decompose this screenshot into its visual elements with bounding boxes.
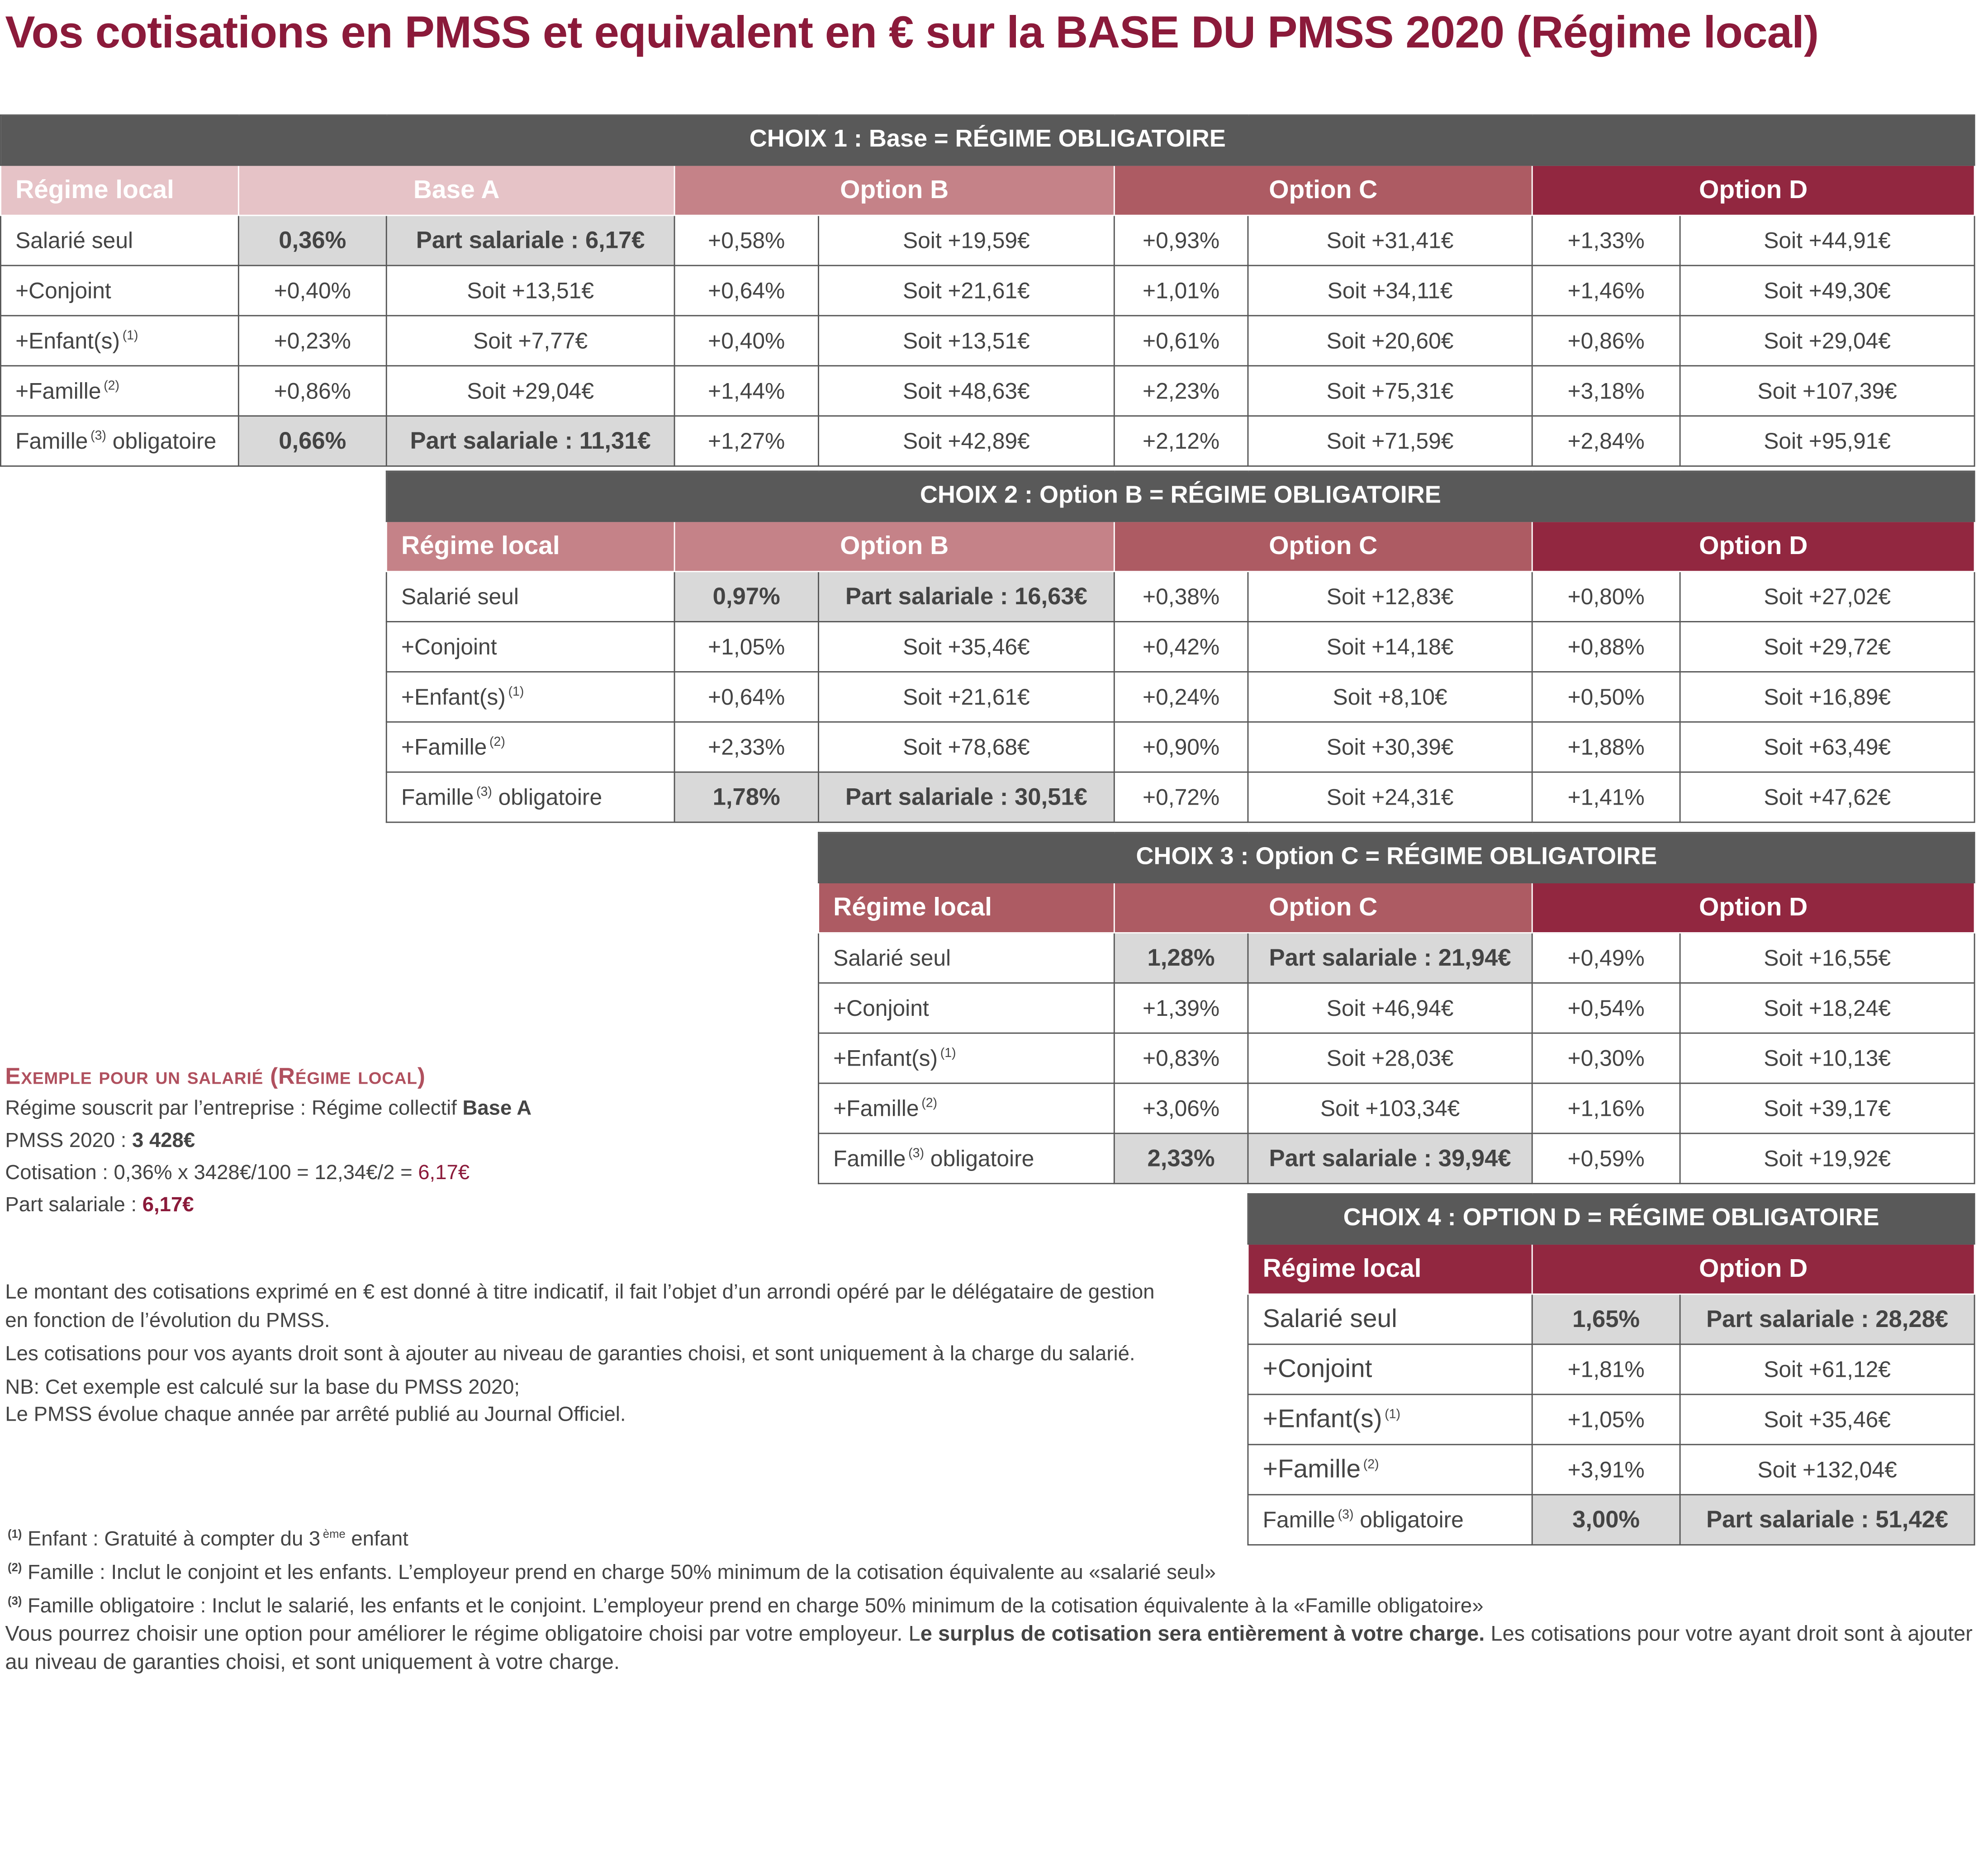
table-row (1248, 1394, 1974, 1445)
cell-c-pct: 1,28% (1114, 933, 1248, 983)
table-row (386, 621, 1974, 672)
header-base-a: Base A (238, 165, 674, 215)
note-ayants-droit: Les cotisations pour vos ayants droit sont à ajouter au niveau de garanties choisi, et sont uniquement à la charge du salarié. (5, 1343, 1135, 1366)
cell-d-pct: 1,65% (1532, 1294, 1680, 1344)
cell-c-val: Soit +24,31€ (1248, 772, 1532, 822)
row-label: +Conjoint (0, 265, 238, 316)
cell-d-pct: +1,41% (1532, 772, 1680, 822)
header-option-c: Option C (1114, 165, 1532, 215)
cell-b-pct: 1,78% (674, 772, 818, 822)
cell-c-pct: +2,12% (1114, 416, 1248, 466)
cell-d-val: Soit +47,62€ (1680, 772, 1974, 822)
cell-d-val: Soit +29,72€ (1680, 621, 1974, 672)
cell-d-val: Soit +107,39€ (1680, 366, 1974, 416)
choix3-title: CHOIX 3 : Option C = RÉGIME OBLIGATOIRE (818, 833, 1974, 883)
cell-c-val: Soit +28,03€ (1248, 1033, 1532, 1083)
example-block (5, 1061, 725, 1221)
cell-d-pct: +0,54% (1532, 983, 1680, 1033)
cell-b-pct: +0,64% (674, 672, 818, 722)
table-row (386, 572, 1974, 622)
cell-d-pct: +1,81% (1532, 1344, 1680, 1394)
header-option-c: Option C (1114, 521, 1532, 572)
cell-d-val: Soit +39,17€ (1680, 1083, 1974, 1133)
cell-d-pct: +1,46% (1532, 265, 1680, 316)
table-row (1248, 1344, 1974, 1394)
cell-d-pct: +3,18% (1532, 366, 1680, 416)
row-label: Salarié seul (386, 572, 674, 622)
footnote-2: $^{(2)}$ Famille : Inclut le conjoint et les enfants. L’employeur prend en charge 50% minimum de la cotisation équivalente au «salarié seul» (8, 1561, 1216, 1584)
row-label: Famille $^{(3)}$ obligatoire (386, 772, 674, 822)
cell-c-val: Soit +12,83€ (1248, 572, 1532, 622)
cell-b-pct: +0,64% (674, 265, 818, 316)
cell-c-val: Soit +30,39€ (1248, 722, 1532, 772)
cell-a-val: Soit +29,04€ (386, 366, 674, 416)
footnote-1: $^{(1)}$ Enfant : Gratuité à compter du 3 $^{ème}$ enfant (8, 1527, 408, 1551)
example-title: Exemple pour un salarié (Régime local) (5, 1063, 426, 1089)
note-montant: Le montant des cotisations exprimé en € est donné à titre indicatif, il fait l’objet d’un arrondi opéré par le délégataire de gestion en fonction de l’évolution du PMSS. (5, 1282, 1155, 1332)
cell-d-pct: 3,00% (1532, 1495, 1680, 1545)
table-row (818, 1033, 1974, 1083)
cell-c-val: Soit +31,41€ (1248, 215, 1532, 265)
row-label: +Conjoint (386, 621, 674, 672)
cell-c-pct: +0,38% (1114, 572, 1248, 622)
table-row (0, 366, 1974, 416)
choix3-table (818, 832, 1975, 1184)
cell-b-val: Soit +13,51€ (818, 316, 1114, 366)
cell-a-pct: +0,40% (238, 265, 386, 316)
cell-c-pct: +2,23% (1114, 366, 1248, 416)
cell-a-pct: +0,23% (238, 316, 386, 366)
cell-a-pct: 0,66% (238, 416, 386, 466)
cell-d-pct: +0,80% (1532, 572, 1680, 622)
cell-d-val: Soit +63,49€ (1680, 722, 1974, 772)
cell-c-pct: +0,93% (1114, 215, 1248, 265)
cell-c-val: Soit +8,10€ (1248, 672, 1532, 722)
table-row (818, 1083, 1974, 1133)
cell-b-val: Soit +78,68€ (818, 722, 1114, 772)
cell-c-val: Soit +20,60€ (1248, 316, 1532, 366)
cell-d-val: Soit +19,92€ (1680, 1133, 1974, 1184)
table-row (1248, 1445, 1974, 1495)
cell-c-pct: +0,90% (1114, 722, 1248, 772)
cell-d-val: Soit +95,91€ (1680, 416, 1974, 466)
row-label: +Enfant(s) $^{(1)}$ (818, 1033, 1114, 1083)
cell-d-val: Soit +10,13€ (1680, 1033, 1974, 1083)
cell-c-val: Soit +71,59€ (1248, 416, 1532, 466)
cell-a-val: Part salariale : 6,17€ (386, 215, 674, 265)
cell-d-val: Part salariale : 28,28€ (1680, 1294, 1974, 1344)
cell-c-val: Soit +75,31€ (1248, 366, 1532, 416)
cell-a-pct: +0,86% (238, 366, 386, 416)
example-line-cotisation: Cotisation : 0,36% x 3428€/100 = 12,34€/2 = 6,17€ (5, 1162, 470, 1185)
row-label: +Famille $^{(2)}$ (0, 366, 238, 416)
cell-b-pct: +2,33% (674, 722, 818, 772)
cell-d-pct: +0,59% (1532, 1133, 1680, 1184)
cell-d-pct: +1,88% (1532, 722, 1680, 772)
row-label: Famille $^{(3)}$ obligatoire (818, 1133, 1114, 1184)
cell-d-val: Soit +44,91€ (1680, 215, 1974, 265)
cell-d-val: Part salariale : 51,42€ (1680, 1495, 1974, 1545)
cell-d-val: Soit +29,04€ (1680, 316, 1974, 366)
table-row (818, 933, 1974, 983)
table-row (0, 215, 1974, 265)
cell-d-pct: +2,84% (1532, 416, 1680, 466)
cell-b-pct: +0,40% (674, 316, 818, 366)
header-regime-local: Régime local (1248, 1244, 1532, 1294)
table-row (386, 672, 1974, 722)
cell-d-pct: +0,30% (1532, 1033, 1680, 1083)
table-row (386, 722, 1974, 772)
choix4-title: CHOIX 4 : OPTION D = RÉGIME OBLIGATOIRE (1248, 1194, 1974, 1244)
cell-b-pct: +1,27% (674, 416, 818, 466)
table-row (0, 416, 1974, 466)
row-label: Salarié seul (1248, 1294, 1532, 1344)
cell-d-val: Soit +16,55€ (1680, 933, 1974, 983)
cell-c-pct: +1,01% (1114, 265, 1248, 316)
cell-b-val: Soit +19,59€ (818, 215, 1114, 265)
cell-b-val: Part salariale : 30,51€ (818, 772, 1114, 822)
note-nb: NB: Cet exemple est calculé sur la base du PMSS 2020; (5, 1377, 520, 1399)
cell-c-pct: +1,39% (1114, 983, 1248, 1033)
table-row (0, 265, 1974, 316)
example-line-pmss: PMSS 2020 : 3 428€ (5, 1130, 195, 1152)
header-option-b: Option B (674, 521, 1114, 572)
cell-a-pct: 0,36% (238, 215, 386, 265)
header-option-d: Option D (1532, 521, 1974, 572)
row-label: +Famille $^{(2)}$ (386, 722, 674, 772)
cell-c-val: Soit +14,18€ (1248, 621, 1532, 672)
cell-b-pct: +0,58% (674, 215, 818, 265)
header-option-d: Option D (1532, 883, 1974, 933)
cell-d-pct: +3,91% (1532, 1445, 1680, 1495)
cell-d-pct: +0,49% (1532, 933, 1680, 983)
cell-b-pct: 0,97% (674, 572, 818, 622)
cell-c-pct: +0,72% (1114, 772, 1248, 822)
cell-c-pct: +0,24% (1114, 672, 1248, 722)
cell-b-val: Soit +48,63€ (818, 366, 1114, 416)
header-regime-local: Régime local (818, 883, 1114, 933)
cell-c-val: Part salariale : 39,94€ (1248, 1133, 1532, 1184)
header-regime-local: Régime local (0, 165, 238, 215)
row-label: +Enfant(s) $^{(1)}$ (386, 672, 674, 722)
cell-d-pct: +1,05% (1532, 1394, 1680, 1445)
row-label: Salarié seul (818, 933, 1114, 983)
cell-c-val: Soit +103,34€ (1248, 1083, 1532, 1133)
cell-b-val: Part salariale : 16,63€ (818, 572, 1114, 622)
example-line-part-salariale: Part salariale : 6,17€ (5, 1194, 194, 1217)
cell-c-pct: 2,33% (1114, 1133, 1248, 1184)
footnote-3: $^{(3)}$ Famille obligatoire : Inclut le salarié, les enfants et le conjoint. L’employeur prend en charge 50% minimum de la cotisation équivalente à la «Famille obligatoire» (8, 1594, 1484, 1618)
cell-d-val: Soit +16,89€ (1680, 672, 1974, 722)
final-note: Vous pourrez choisir une option pour améliorer le régime obligatoire choisi par votre employeur. Le surplus de cotisation sera entièrement à votre charge. Les cotisations pour votre ayant droit sont à ajouter au niveau de garanties choisi, et sont uniquement à votre charge. (5, 1622, 1973, 1674)
cell-c-val: Part salariale : 21,94€ (1248, 933, 1532, 983)
row-label: +Enfant(s) $^{(1)}$ (0, 316, 238, 366)
cell-b-pct: +1,44% (674, 366, 818, 416)
row-label: +Famille $^{(2)}$ (818, 1083, 1114, 1133)
cell-d-val: Soit +18,24€ (1680, 983, 1974, 1033)
choix2-table (386, 470, 1975, 823)
header-option-b: Option B (674, 165, 1114, 215)
example-line-regime: Régime souscrit par l’entreprise : Régime collectif Base A (5, 1098, 532, 1120)
cell-d-val: Soit +35,46€ (1680, 1394, 1974, 1445)
cell-d-val: Soit +49,30€ (1680, 265, 1974, 316)
row-label: Famille $^{(3)}$ obligatoire (1248, 1495, 1532, 1545)
cell-b-val: Soit +35,46€ (818, 621, 1114, 672)
table-row (1248, 1294, 1974, 1344)
note-pmss: Le PMSS évolue chaque année par arrêté publié au Journal Officiel. (5, 1404, 626, 1426)
cell-d-pct: +0,86% (1532, 316, 1680, 366)
cell-d-val: Soit +27,02€ (1680, 572, 1974, 622)
cell-b-val: Soit +42,89€ (818, 416, 1114, 466)
cell-a-val: Soit +13,51€ (386, 265, 674, 316)
cell-d-pct: +1,33% (1532, 215, 1680, 265)
cell-b-val: Soit +21,61€ (818, 672, 1114, 722)
table-row (818, 983, 1974, 1033)
row-label: +Enfant(s) $^{(1)}$ (1248, 1394, 1532, 1445)
page-title: Vos cotisations en PMSS et equivalent en € sur la BASE DU PMSS 2020 (Régime local) (5, 8, 1819, 58)
table-row (386, 772, 1974, 822)
choix4-table (1248, 1193, 1975, 1545)
cell-d-val: Soit +132,04€ (1680, 1445, 1974, 1495)
choix1-table (0, 114, 1975, 467)
cell-c-val: Soit +46,94€ (1248, 983, 1532, 1033)
choix1-title: CHOIX 1 : Base = RÉGIME OBLIGATOIRE (0, 115, 1974, 165)
cell-c-pct: +0,83% (1114, 1033, 1248, 1083)
table-row (818, 1133, 1974, 1184)
table-row (0, 316, 1974, 366)
header-option-d: Option D (1532, 165, 1974, 215)
cell-a-val: Soit +7,77€ (386, 316, 674, 366)
header-option-c: Option C (1114, 883, 1532, 933)
cell-d-val: Soit +61,12€ (1680, 1344, 1974, 1394)
cell-c-pct: +0,61% (1114, 316, 1248, 366)
row-label: +Famille $^{(2)}$ (1248, 1445, 1532, 1495)
cell-b-pct: +1,05% (674, 621, 818, 672)
cell-c-pct: +0,42% (1114, 621, 1248, 672)
row-label: Salarié seul (0, 215, 238, 265)
row-label: +Conjoint (818, 983, 1114, 1033)
cell-c-val: Soit +34,11€ (1248, 265, 1532, 316)
choix2-title: CHOIX 2 : Option B = RÉGIME OBLIGATOIRE (386, 471, 1974, 521)
cell-b-val: Soit +21,61€ (818, 265, 1114, 316)
cell-c-pct: +3,06% (1114, 1083, 1248, 1133)
header-regime-local: Régime local (386, 521, 674, 572)
cell-d-pct: +0,88% (1532, 621, 1680, 672)
cell-d-pct: +0,50% (1532, 672, 1680, 722)
row-label: +Conjoint (1248, 1344, 1532, 1394)
header-option-d: Option D (1532, 1244, 1974, 1294)
cell-d-pct: +1,16% (1532, 1083, 1680, 1133)
row-label: Famille $^{(3)}$ obligatoire (0, 416, 238, 466)
cell-a-val: Part salariale : 11,31€ (386, 416, 674, 466)
